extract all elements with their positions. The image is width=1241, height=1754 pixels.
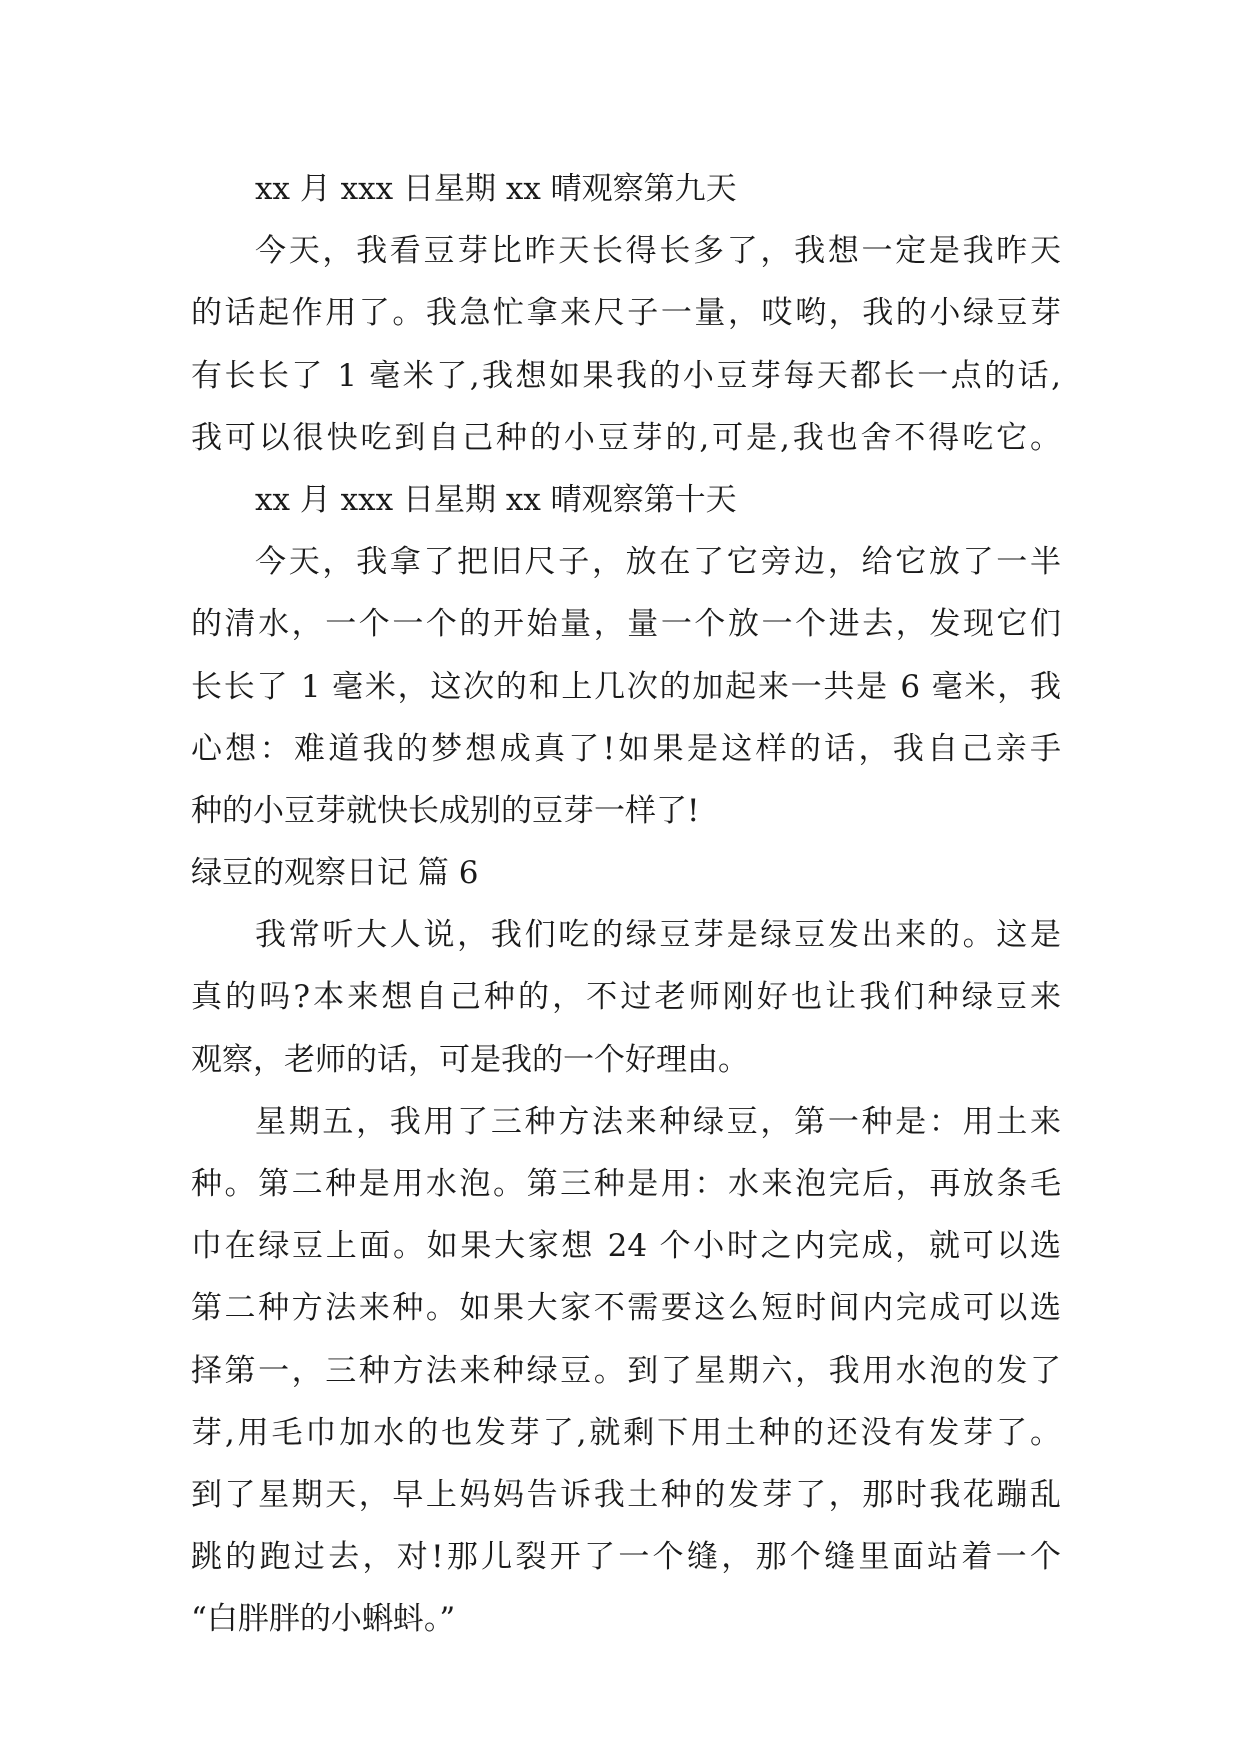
paragraph-line: 的清水，一个一个的开始量，量一个放一个进去，发现它们 xyxy=(191,606,1061,643)
paragraph-line: 第二种方法来种。如果大家不需要这么短时间内完成可以选 xyxy=(191,1290,1061,1327)
paragraph-line: 芽,用毛巾加水的也发芽了,就剩下用土种的还没有发芽了。 xyxy=(191,1414,1061,1451)
paragraph-line: xx 月 xxx 日星期 xx 晴观察第十天 xyxy=(255,481,737,518)
paragraph-line: 有长长了 1 毫米了,我想如果我的小豆芽每天都长一点的话, xyxy=(191,357,1061,394)
paragraph-line: 巾在绿豆上面。如果大家想 24 个小时之内完成，就可以选 xyxy=(191,1228,1061,1265)
paragraph-line: 我可以很快吃到自己种的小豆芽的,可是,我也舍不得吃它。 xyxy=(191,419,1061,456)
paragraph-line: 星期五，我用了三种方法来种绿豆，第一种是：用土来 xyxy=(255,1103,1061,1140)
paragraph-line: 跳的跑过去，对!那儿裂开了一个缝，那个缝里面站着一个 xyxy=(191,1539,1061,1576)
paragraph-line: 今天，我拿了把旧尺子，放在了它旁边，给它放了一半 xyxy=(255,544,1061,581)
paragraph-line: 心想：难道我的梦想成真了!如果是这样的话，我自己亲手 xyxy=(191,730,1061,767)
paragraph-line: 长长了 1 毫米，这次的和上几次的加起来一共是 6 毫米，我 xyxy=(191,668,1061,705)
paragraph-line: 今天，我看豆芽比昨天长得长多了，我想一定是我昨天 xyxy=(255,233,1061,270)
paragraph-line: “白胖胖的小蝌蚪。” xyxy=(191,1601,456,1638)
document-body xyxy=(191,158,1061,1651)
paragraph-line: 种。第二种是用水泡。第三种是用：水来泡完后，再放条毛 xyxy=(191,1166,1061,1202)
section-heading: 绿豆的观察日记 篇 6 xyxy=(191,855,479,892)
paragraph-line: 真的吗?本来想自己种的，不过老师刚好也让我们种绿豆来 xyxy=(191,979,1061,1016)
paragraph-line: xx 月 xxx 日星期 xx 晴观察第九天 xyxy=(255,171,737,207)
paragraph-line: 观察，老师的话，可是我的一个好理由。 xyxy=(191,1041,749,1078)
paragraph-line: 到了星期天，早上妈妈告诉我土种的发芽了，那时我花蹦乱 xyxy=(191,1476,1061,1513)
paragraph-line: 的话起作用了。我急忙拿来尺子一量，哎哟，我的小绿豆芽 xyxy=(191,295,1061,332)
paragraph-line: 择第一，三种方法来种绿豆。到了星期六，我用水泡的发了 xyxy=(191,1352,1061,1389)
paragraph-line: 种的小豆芽就快长成别的豆芽一样了! xyxy=(191,792,700,829)
paragraph-line: 我常听大人说，我们吃的绿豆芽是绿豆发出来的。这是 xyxy=(255,917,1061,954)
